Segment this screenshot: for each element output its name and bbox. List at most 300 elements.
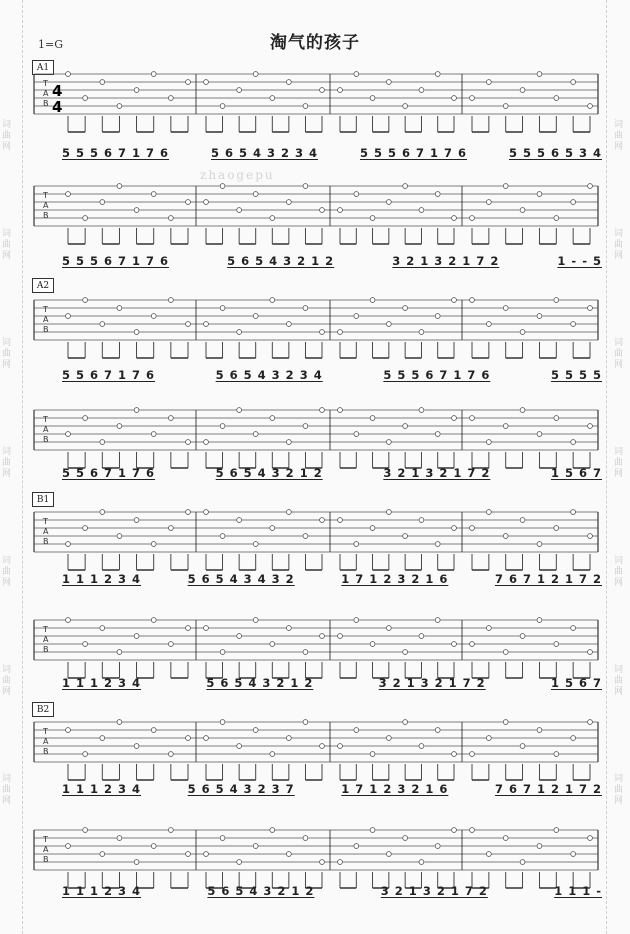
fret-marker bbox=[571, 736, 576, 741]
fret-marker bbox=[588, 836, 593, 841]
site-stamp: zhaogepu bbox=[200, 168, 275, 182]
jianpu-measure: 5 6 5 4 3 2 1 2 bbox=[206, 676, 314, 690]
fret-marker bbox=[303, 720, 308, 725]
jianpu-measure: 5 5 5 6 7 1 7 6 bbox=[62, 146, 170, 160]
jianpu-measure: 5 6 5 4 3 2 3 4 bbox=[215, 368, 323, 382]
fret-marker bbox=[168, 642, 173, 647]
tab-clef-letter: T bbox=[43, 191, 48, 200]
watermark-glyphs: 词 曲 网 bbox=[2, 556, 12, 588]
fret-marker bbox=[270, 298, 275, 303]
time-signature-bottom: 4 bbox=[52, 98, 63, 116]
fret-marker bbox=[537, 728, 542, 733]
jianpu-line bbox=[62, 572, 602, 586]
fret-marker bbox=[370, 752, 375, 757]
fret-marker bbox=[303, 306, 308, 311]
fret-marker bbox=[303, 650, 308, 655]
jianpu-measure: 7 6 7 1 2 1 7 2 bbox=[494, 572, 602, 586]
fret-marker bbox=[403, 306, 408, 311]
fret-marker bbox=[270, 752, 275, 757]
fret-marker bbox=[554, 642, 559, 647]
watermark-glyphs: 词 曲 网 bbox=[614, 120, 624, 152]
fret-marker bbox=[286, 852, 291, 857]
fret-marker bbox=[134, 634, 139, 639]
fret-marker bbox=[452, 216, 457, 221]
jianpu-measure: 1 1 1 2 3 4 bbox=[62, 782, 142, 796]
watermark-glyphs: 词 曲 网 bbox=[2, 120, 12, 152]
fret-marker bbox=[253, 844, 258, 849]
fret-marker bbox=[470, 642, 475, 647]
tab-clef-letter: T bbox=[43, 305, 48, 314]
tab-clef-letter: B bbox=[43, 537, 49, 546]
fret-marker bbox=[186, 200, 191, 205]
jianpu-measure: 7 6 7 1 2 1 7 2 bbox=[494, 782, 602, 796]
fret-marker bbox=[520, 330, 525, 335]
fret-marker bbox=[435, 844, 440, 849]
watermark-glyphs: 词 曲 网 bbox=[2, 338, 12, 370]
fret-marker bbox=[354, 618, 359, 623]
fret-marker bbox=[237, 408, 242, 413]
tab-clef-letter: T bbox=[43, 79, 48, 88]
fret-marker bbox=[452, 96, 457, 101]
jianpu-measure: 3 2 1 3 2 1 7 2 bbox=[380, 884, 488, 898]
fret-marker bbox=[452, 526, 457, 531]
section-label-a2: A2 bbox=[32, 278, 54, 293]
fret-marker bbox=[117, 836, 122, 841]
fret-marker bbox=[419, 208, 424, 213]
fret-marker bbox=[303, 104, 308, 109]
fret-marker bbox=[354, 314, 359, 319]
fret-marker bbox=[270, 96, 275, 101]
fret-marker bbox=[403, 720, 408, 725]
tab-clef-letter: B bbox=[43, 855, 49, 864]
fret-marker bbox=[435, 314, 440, 319]
fret-marker bbox=[134, 860, 139, 865]
jianpu-measure: 1 7 1 2 3 2 1 6 bbox=[341, 572, 449, 586]
fret-marker bbox=[503, 184, 508, 189]
fret-marker bbox=[186, 322, 191, 327]
jianpu-measure: 5 6 5 4 3 2 1 2 bbox=[215, 466, 323, 480]
fret-marker bbox=[338, 744, 343, 749]
fret-marker bbox=[419, 408, 424, 413]
fret-marker bbox=[386, 852, 391, 857]
fret-marker bbox=[286, 322, 291, 327]
watermark-glyphs: 词 曲 网 bbox=[614, 665, 624, 697]
jianpu-measure: 5 6 5 4 3 4 3 2 bbox=[187, 572, 295, 586]
tab-clef-letter: A bbox=[43, 845, 49, 854]
fret-marker bbox=[520, 518, 525, 523]
fret-marker bbox=[270, 642, 275, 647]
fret-marker bbox=[470, 828, 475, 833]
fret-marker bbox=[66, 728, 71, 733]
fret-marker bbox=[520, 744, 525, 749]
fret-marker bbox=[338, 208, 343, 213]
fret-marker bbox=[386, 80, 391, 85]
tab-clef-letter: B bbox=[43, 325, 49, 334]
fret-marker bbox=[419, 634, 424, 639]
fret-marker bbox=[253, 432, 258, 437]
jianpu-measure: 5 5 5 6 7 1 7 6 bbox=[383, 368, 491, 382]
jianpu-measure: 5 5 6 7 1 7 6 bbox=[62, 466, 156, 480]
fret-marker bbox=[537, 72, 542, 77]
fret-marker bbox=[554, 828, 559, 833]
tab-clef-letter: A bbox=[43, 737, 49, 746]
fret-marker bbox=[151, 192, 156, 197]
fret-marker bbox=[354, 542, 359, 547]
fret-marker bbox=[537, 844, 542, 849]
tab-clef-letter: A bbox=[43, 635, 49, 644]
fret-marker bbox=[386, 736, 391, 741]
fret-marker bbox=[419, 330, 424, 335]
fret-marker bbox=[303, 424, 308, 429]
fret-marker bbox=[204, 626, 209, 631]
fret-marker bbox=[554, 216, 559, 221]
fret-marker bbox=[435, 72, 440, 77]
fret-marker bbox=[503, 424, 508, 429]
jianpu-line bbox=[62, 782, 602, 796]
fret-marker bbox=[588, 424, 593, 429]
jianpu-measure: 1 5 6 7 bbox=[550, 466, 602, 480]
fret-marker bbox=[168, 526, 173, 531]
fret-marker bbox=[186, 852, 191, 857]
fret-marker bbox=[151, 618, 156, 623]
watermark-glyphs: 词 曲 网 bbox=[614, 556, 624, 588]
fret-marker bbox=[220, 836, 225, 841]
fret-marker bbox=[117, 306, 122, 311]
fret-marker bbox=[320, 88, 325, 93]
jianpu-line bbox=[62, 254, 602, 268]
fret-marker bbox=[470, 526, 475, 531]
fret-marker bbox=[168, 298, 173, 303]
fret-marker bbox=[151, 542, 156, 547]
fret-marker bbox=[354, 728, 359, 733]
jianpu-line bbox=[62, 676, 602, 690]
fret-marker bbox=[134, 518, 139, 523]
fret-marker bbox=[220, 184, 225, 189]
watermark-glyphs: 词 曲 网 bbox=[2, 447, 12, 479]
fret-marker bbox=[452, 298, 457, 303]
fret-marker bbox=[270, 828, 275, 833]
fret-marker bbox=[403, 104, 408, 109]
jianpu-measure: 5 5 5 5 bbox=[550, 368, 602, 382]
jianpu-line bbox=[62, 884, 602, 898]
fret-marker bbox=[435, 618, 440, 623]
fret-marker bbox=[520, 634, 525, 639]
fret-marker bbox=[117, 424, 122, 429]
tab-clef-letter: A bbox=[43, 527, 49, 536]
fret-marker bbox=[320, 860, 325, 865]
fret-marker bbox=[204, 200, 209, 205]
fret-marker bbox=[204, 440, 209, 445]
fret-marker bbox=[338, 330, 343, 335]
fret-marker bbox=[503, 720, 508, 725]
fret-marker bbox=[151, 728, 156, 733]
fret-marker bbox=[554, 526, 559, 531]
fret-marker bbox=[83, 526, 88, 531]
fret-marker bbox=[168, 96, 173, 101]
fret-marker bbox=[237, 744, 242, 749]
watermark-glyphs: 词 曲 网 bbox=[614, 338, 624, 370]
tab-clef-letter: T bbox=[43, 835, 48, 844]
fret-marker bbox=[100, 200, 105, 205]
jianpu-measure: 5 5 6 7 1 7 6 bbox=[62, 368, 156, 382]
jianpu-measure: 5 5 5 6 7 1 7 6 bbox=[62, 254, 170, 268]
fret-marker bbox=[419, 860, 424, 865]
fret-marker bbox=[168, 828, 173, 833]
fret-marker bbox=[168, 416, 173, 421]
fret-marker bbox=[370, 828, 375, 833]
fret-marker bbox=[588, 104, 593, 109]
fret-marker bbox=[83, 96, 88, 101]
watermark-glyphs: 词 曲 网 bbox=[614, 774, 624, 806]
jianpu-line bbox=[62, 146, 602, 160]
tab-clef-letter: T bbox=[43, 727, 48, 736]
fret-marker bbox=[117, 534, 122, 539]
watermark-glyphs: 词 曲 网 bbox=[614, 229, 624, 261]
fret-marker bbox=[151, 314, 156, 319]
jianpu-measure: 1 7 1 2 3 2 1 6 bbox=[341, 782, 449, 796]
fret-marker bbox=[338, 408, 343, 413]
fret-marker bbox=[220, 306, 225, 311]
fret-marker bbox=[386, 322, 391, 327]
jianpu-measure: 5 6 5 4 3 2 3 4 bbox=[210, 146, 319, 160]
fret-marker bbox=[571, 80, 576, 85]
fret-marker bbox=[537, 314, 542, 319]
fret-marker bbox=[571, 852, 576, 857]
fret-marker bbox=[470, 216, 475, 221]
watermark-glyphs: 词 曲 网 bbox=[614, 447, 624, 479]
section-label-b2: B2 bbox=[32, 702, 54, 717]
fret-marker bbox=[588, 650, 593, 655]
fret-marker bbox=[520, 408, 525, 413]
fret-marker bbox=[588, 184, 593, 189]
fret-marker bbox=[151, 432, 156, 437]
fret-marker bbox=[503, 104, 508, 109]
fret-marker bbox=[435, 728, 440, 733]
fret-marker bbox=[237, 518, 242, 523]
watermark-glyphs: 词 曲 网 bbox=[2, 774, 12, 806]
fret-marker bbox=[370, 642, 375, 647]
watermark-glyphs: 词 曲 网 bbox=[2, 229, 12, 261]
tab-clef-letter: B bbox=[43, 99, 49, 108]
fret-marker bbox=[320, 408, 325, 413]
fret-marker bbox=[286, 440, 291, 445]
fret-marker bbox=[470, 96, 475, 101]
tab-clef-letter: T bbox=[43, 625, 48, 634]
fret-marker bbox=[554, 416, 559, 421]
fret-marker bbox=[117, 184, 122, 189]
fret-marker bbox=[204, 852, 209, 857]
fret-marker bbox=[338, 518, 343, 523]
fret-marker bbox=[338, 860, 343, 865]
fret-marker bbox=[403, 836, 408, 841]
fret-marker bbox=[370, 416, 375, 421]
fret-marker bbox=[168, 752, 173, 757]
tab-clef-letter: A bbox=[43, 201, 49, 210]
fret-marker bbox=[403, 184, 408, 189]
fret-marker bbox=[303, 534, 308, 539]
fret-marker bbox=[270, 216, 275, 221]
fret-marker bbox=[100, 80, 105, 85]
fret-marker bbox=[320, 208, 325, 213]
fret-marker bbox=[220, 720, 225, 725]
fret-marker bbox=[204, 80, 209, 85]
fret-marker bbox=[151, 72, 156, 77]
jianpu-measure: 1 5 6 7 bbox=[550, 676, 602, 690]
fret-marker bbox=[237, 860, 242, 865]
fret-marker bbox=[100, 322, 105, 327]
fret-marker bbox=[286, 626, 291, 631]
fret-marker bbox=[253, 192, 258, 197]
fret-marker bbox=[117, 104, 122, 109]
fret-marker bbox=[66, 844, 71, 849]
fret-marker bbox=[320, 634, 325, 639]
fret-marker bbox=[186, 626, 191, 631]
fret-marker bbox=[66, 432, 71, 437]
fret-marker bbox=[354, 432, 359, 437]
tab-clef-letter: B bbox=[43, 211, 49, 220]
fret-marker bbox=[435, 542, 440, 547]
tab-clef-letter: T bbox=[43, 517, 48, 526]
fret-marker bbox=[220, 650, 225, 655]
fret-marker bbox=[354, 844, 359, 849]
fret-marker bbox=[370, 216, 375, 221]
fret-marker bbox=[537, 432, 542, 437]
fret-marker bbox=[168, 216, 173, 221]
fret-marker bbox=[435, 432, 440, 437]
fret-marker bbox=[320, 330, 325, 335]
fret-marker bbox=[554, 96, 559, 101]
fret-marker bbox=[237, 88, 242, 93]
fret-marker bbox=[486, 510, 491, 515]
fret-marker bbox=[470, 298, 475, 303]
fret-marker bbox=[83, 642, 88, 647]
fret-marker bbox=[354, 72, 359, 77]
fret-marker bbox=[253, 728, 258, 733]
fret-marker bbox=[486, 852, 491, 857]
fret-marker bbox=[419, 88, 424, 93]
fret-marker bbox=[452, 828, 457, 833]
fret-marker bbox=[486, 440, 491, 445]
fret-marker bbox=[520, 208, 525, 213]
jianpu-measure: 5 6 5 4 3 2 1 2 bbox=[207, 884, 315, 898]
fret-marker bbox=[270, 526, 275, 531]
tab-clef-letter: B bbox=[43, 435, 49, 444]
fret-marker bbox=[503, 836, 508, 841]
fret-marker bbox=[204, 322, 209, 327]
jianpu-measure: 1 - - 5 bbox=[557, 254, 602, 268]
fret-marker bbox=[151, 844, 156, 849]
fret-marker bbox=[134, 408, 139, 413]
fret-marker bbox=[134, 744, 139, 749]
fret-marker bbox=[66, 72, 71, 77]
fret-marker bbox=[66, 618, 71, 623]
fret-marker bbox=[486, 736, 491, 741]
fret-marker bbox=[554, 298, 559, 303]
fret-marker bbox=[486, 80, 491, 85]
fret-marker bbox=[588, 720, 593, 725]
jianpu-measure: 1 1 1 2 3 4 bbox=[62, 676, 142, 690]
fret-marker bbox=[452, 416, 457, 421]
jianpu-measure: 3 2 1 3 2 1 7 2 bbox=[383, 466, 491, 480]
fret-marker bbox=[286, 200, 291, 205]
jianpu-measure: 5 5 5 6 7 1 7 6 bbox=[359, 146, 468, 160]
fret-marker bbox=[117, 720, 122, 725]
fret-marker bbox=[452, 752, 457, 757]
fret-marker bbox=[204, 510, 209, 515]
fret-marker bbox=[286, 510, 291, 515]
fret-marker bbox=[537, 618, 542, 623]
fret-marker bbox=[253, 618, 258, 623]
fret-marker bbox=[338, 88, 343, 93]
fret-marker bbox=[571, 626, 576, 631]
fret-marker bbox=[503, 306, 508, 311]
jianpu-measure: 3 2 1 3 2 1 7 2 bbox=[392, 254, 500, 268]
fret-marker bbox=[286, 80, 291, 85]
fret-marker bbox=[66, 192, 71, 197]
fret-marker bbox=[286, 736, 291, 741]
fret-marker bbox=[100, 510, 105, 515]
fret-marker bbox=[134, 88, 139, 93]
jianpu-measure: 1 1 1 - bbox=[554, 884, 602, 898]
fret-marker bbox=[83, 752, 88, 757]
fret-marker bbox=[470, 752, 475, 757]
fret-marker bbox=[83, 828, 88, 833]
fret-marker bbox=[320, 518, 325, 523]
fret-marker bbox=[452, 642, 457, 647]
jianpu-line bbox=[62, 466, 602, 480]
song-title: 淘气的孩子 bbox=[270, 33, 360, 53]
fret-marker bbox=[571, 322, 576, 327]
fret-marker bbox=[554, 752, 559, 757]
fret-marker bbox=[186, 510, 191, 515]
jianpu-measure: 5 6 5 4 3 2 1 2 bbox=[227, 254, 335, 268]
fret-marker bbox=[370, 298, 375, 303]
fret-marker bbox=[386, 626, 391, 631]
section-label-b1: B1 bbox=[32, 492, 54, 507]
fret-marker bbox=[537, 192, 542, 197]
fret-marker bbox=[134, 330, 139, 335]
jianpu-line bbox=[62, 368, 602, 382]
fret-marker bbox=[66, 542, 71, 547]
jianpu-measure: 1 1 1 2 3 4 bbox=[62, 884, 142, 898]
fret-marker bbox=[520, 88, 525, 93]
fret-marker bbox=[237, 634, 242, 639]
watermark-glyphs: 词 曲 网 bbox=[2, 665, 12, 697]
fret-marker bbox=[237, 208, 242, 213]
fret-marker bbox=[403, 534, 408, 539]
tab-clef-letter: A bbox=[43, 425, 49, 434]
fret-marker bbox=[220, 534, 225, 539]
fret-marker bbox=[303, 836, 308, 841]
fret-marker bbox=[370, 96, 375, 101]
fret-marker bbox=[253, 542, 258, 547]
fret-marker bbox=[83, 416, 88, 421]
fret-marker bbox=[419, 518, 424, 523]
jianpu-measure: 1 1 1 2 3 4 bbox=[62, 572, 142, 586]
fret-marker bbox=[537, 542, 542, 547]
fret-marker bbox=[403, 650, 408, 655]
fret-marker bbox=[66, 314, 71, 319]
fret-marker bbox=[470, 416, 475, 421]
fret-marker bbox=[571, 440, 576, 445]
fret-marker bbox=[303, 184, 308, 189]
fret-marker bbox=[186, 80, 191, 85]
fret-marker bbox=[338, 634, 343, 639]
fret-marker bbox=[571, 200, 576, 205]
fret-marker bbox=[117, 650, 122, 655]
fret-marker bbox=[354, 192, 359, 197]
fret-marker bbox=[186, 440, 191, 445]
